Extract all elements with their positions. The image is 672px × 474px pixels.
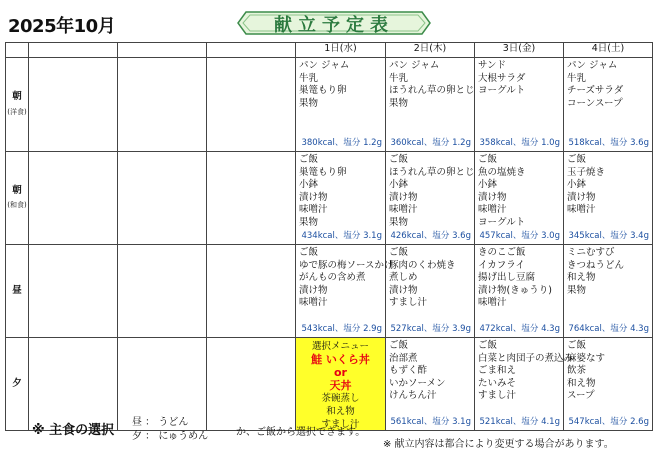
menu-item: 漬け物	[567, 191, 596, 203]
meal-label	[6, 245, 29, 338]
menu-item: 大根サラダ	[478, 72, 526, 84]
menu-item: ごま和え	[478, 365, 517, 376]
blank-cell	[29, 58, 118, 152]
nutrition-info: 360kcal、塩分 1.2g	[390, 137, 471, 148]
menu-item: 玉子焼き	[567, 166, 606, 178]
menu-item: 牛乳	[299, 72, 319, 84]
lunch-staple: 昼 ： うどん	[132, 417, 189, 428]
meal-label	[6, 152, 29, 245]
menu-cell	[386, 245, 475, 338]
menu-item: 果物	[299, 216, 319, 228]
menu-item: 小鉢	[299, 179, 319, 190]
nutrition-info: 518kcal、塩分 3.6g	[568, 137, 649, 148]
menu-cell	[564, 338, 653, 431]
select-menu-line: 天丼	[329, 379, 352, 392]
menu-item: 小鉢	[478, 179, 498, 190]
blank-cell	[118, 245, 207, 338]
menu-item: ご飯	[389, 154, 409, 165]
menu-cell	[296, 152, 386, 245]
menu-item: 漬け物	[299, 284, 328, 296]
menu-item: 漬け物	[389, 191, 418, 203]
menu-item: ご飯	[389, 247, 409, 258]
nutrition-info: 527kcal、塩分 3.9g	[390, 323, 471, 334]
menu-table	[5, 42, 653, 431]
menu-item: ご飯	[478, 154, 498, 165]
menu-item: 和え物	[567, 272, 596, 283]
day-header: 2日(木)	[386, 43, 475, 58]
blank-cell	[118, 58, 207, 152]
menu-item: 味噌汁	[478, 297, 507, 308]
menu-item: パン ジャム	[299, 60, 350, 71]
menu-item: チーズサラダ	[567, 85, 624, 96]
banner-title: 献立予定表	[274, 15, 394, 36]
meal-label-text: 朝	[12, 91, 22, 102]
nutrition-info: 561kcal、塩分 3.1g	[390, 416, 471, 427]
menu-item: 小鉢	[567, 179, 587, 190]
menu-item: ご飯	[299, 154, 319, 165]
menu-item: コーンスープ	[567, 97, 623, 109]
nutrition-info: 472kcal、塩分 4.3g	[479, 323, 560, 334]
select-menu-line: すまし汁	[321, 419, 360, 430]
menu-cell	[475, 58, 564, 152]
blank-cell	[29, 152, 118, 245]
menu-item: 味噌汁	[299, 204, 328, 215]
menu-cell	[386, 152, 475, 245]
menu-item: きのこご飯	[478, 247, 526, 258]
menu-item: 飲茶	[567, 365, 587, 376]
menu-item: たいみそ	[478, 377, 517, 389]
blank-cell	[207, 58, 296, 152]
dinner-staple: 夕 ： にゅうめん	[132, 431, 209, 442]
menu-item: ご飯	[567, 340, 587, 351]
menu-item: 巣篭もり卵	[299, 85, 347, 96]
menu-item: すまし汁	[478, 390, 517, 401]
menu-cell	[296, 58, 386, 152]
menu-item: 果物	[389, 97, 409, 109]
blank-header	[29, 43, 118, 58]
nutrition-info: 434kcal、塩分 3.1g	[301, 230, 382, 241]
blank-cell	[29, 338, 118, 431]
meal-label-text: 朝	[12, 184, 22, 196]
blank-cell	[207, 338, 296, 431]
menu-item: 果物	[299, 97, 319, 109]
menu-item: ご飯	[389, 340, 409, 351]
menu-item: 味噌汁	[299, 297, 328, 308]
menu-item: 牛乳	[567, 72, 587, 84]
menu-item: ゆで豚の梅ソースかけ	[299, 259, 394, 271]
menu-item: ご飯	[478, 340, 498, 351]
blank-header	[118, 43, 207, 58]
menu-item: イカフライ	[478, 259, 525, 271]
meal-row	[6, 245, 653, 338]
nutrition-info: 521kcal、塩分 4.1g	[479, 416, 560, 427]
meal-sublabel: (和食)	[7, 201, 27, 209]
menu-item: 果物	[389, 216, 409, 228]
menu-item: すまし汁	[389, 297, 428, 308]
menu-cell	[386, 338, 475, 431]
day-header: 4日(土)	[564, 43, 653, 58]
nutrition-info: 426kcal、塩分 3.6g	[390, 230, 471, 241]
nutrition-info: 358kcal、塩分 1.0g	[479, 137, 560, 148]
select-menu-line: 茶碗蒸し	[321, 393, 360, 404]
change-note: ※ 献立内容は都合により変更する場合があります。	[383, 439, 614, 450]
select-menu-line: or	[334, 366, 347, 379]
menu-item: 巣篭もり卵	[299, 166, 347, 178]
menu-item: 漬け物	[478, 191, 507, 203]
select-menu	[296, 338, 385, 431]
menu-item: 小鉢	[389, 179, 409, 190]
meal-row	[6, 58, 653, 152]
menu-item: サンド	[478, 60, 507, 71]
day-header-row	[6, 43, 653, 58]
menu-item: がんもの含め煮	[299, 272, 366, 283]
menu-cell	[475, 152, 564, 245]
menu-item: 治部煮	[389, 352, 418, 364]
choice-text: か、ご飯から選択できます。	[236, 427, 366, 438]
blank-cell	[207, 152, 296, 245]
meal-label	[6, 58, 29, 152]
month-title: 2025年10月	[8, 16, 116, 37]
menu-cell	[475, 245, 564, 338]
menu-cell	[564, 58, 653, 152]
nutrition-info: 345kcal、塩分 3.4g	[568, 230, 649, 241]
blank-cell	[118, 152, 207, 245]
menu-item: ほうれん草の卵とじ	[389, 85, 475, 96]
nutrition-info: 457kcal、塩分 3.0g	[479, 230, 560, 241]
menu-item: 漬け物	[299, 191, 328, 203]
meal-row	[6, 152, 653, 245]
menu-item: 魚の塩焼き	[478, 166, 526, 178]
menu-item: スープ	[567, 390, 595, 401]
staple-choice-label: ※ 主食の選択	[32, 423, 115, 438]
menu-item: 白菜と肉団子の煮込み	[478, 352, 574, 364]
menu-item: 味噌汁	[567, 204, 596, 215]
meal-label-text: 昼	[12, 284, 22, 296]
menu-item: きつねうどん	[567, 259, 625, 271]
staple-choice-keys	[132, 416, 208, 444]
menu-item: ミニむすび	[567, 247, 615, 258]
menu-item: ヨーグルト	[478, 85, 526, 96]
meal-label-text: 夕	[12, 377, 22, 389]
nutrition-info: 764kcal、塩分 4.3g	[568, 323, 649, 334]
menu-cell	[475, 338, 574, 431]
meal-row	[6, 338, 653, 431]
menu-item: 味噌汁	[478, 204, 507, 215]
menu-item: ほうれん草の卵とじ	[389, 166, 475, 178]
nutrition-info: 380kcal、塩分 1.2g	[301, 137, 382, 148]
menu-cell	[564, 152, 653, 245]
menu-item: 揚げ出し豆腐	[478, 272, 536, 283]
menu-item: 漬け物	[389, 284, 418, 296]
menu-item: 漬け物(きゅうり)	[478, 284, 552, 296]
blank-header	[207, 43, 296, 58]
blank-cell	[29, 245, 118, 338]
menu-item: ご飯	[299, 247, 319, 258]
menu-cell	[296, 338, 386, 431]
select-menu-line: 鮭 いくら丼	[311, 353, 370, 366]
day-header: 1日(水)	[296, 43, 386, 58]
menu-item: 味噌汁	[389, 204, 418, 215]
blank-cell	[207, 245, 296, 338]
meal-label	[6, 338, 29, 431]
menu-item: 麻婆なす	[567, 352, 606, 364]
menu-item: 煮しめ	[389, 272, 418, 283]
menu-cell	[296, 245, 394, 338]
menu-cell	[386, 58, 475, 152]
menu-item: 牛乳	[389, 72, 409, 84]
menu-item: けんちん汁	[389, 390, 437, 401]
menu-item: パン ジャム	[389, 60, 440, 71]
menu-item: ご飯	[567, 154, 587, 165]
title-banner	[236, 8, 432, 38]
nutrition-info: 543kcal、塩分 2.9g	[301, 323, 382, 334]
corner-cell	[6, 43, 29, 58]
day-header: 3日(金)	[475, 43, 564, 58]
nutrition-info: 547kcal、塩分 2.6g	[568, 416, 649, 427]
menu-item: ヨーグルト	[478, 216, 526, 228]
menu-cell	[564, 245, 653, 338]
menu-item: 和え物	[567, 377, 596, 389]
menu-item: パン ジャム	[567, 60, 618, 71]
select-menu-line: 選択メニュー	[311, 341, 369, 352]
menu-item: もずく酢	[389, 365, 428, 376]
menu-item: いかソーメン	[389, 377, 446, 389]
select-menu-line: 和え物	[326, 406, 355, 417]
meal-sublabel: (洋食)	[7, 107, 27, 116]
menu-item: 豚肉のくわ焼き	[389, 259, 456, 271]
menu-item: 果物	[567, 284, 587, 296]
